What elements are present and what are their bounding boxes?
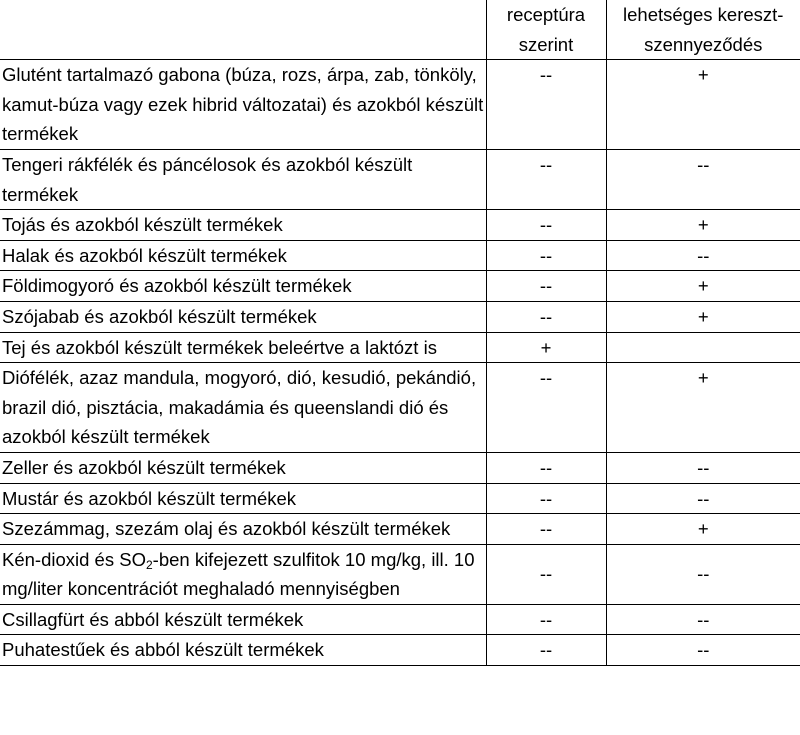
row-recipe: -- [486,60,606,150]
row-cross: -- [606,149,800,209]
row-cross: -- [606,544,800,604]
row-label: Szójabab és azokból készült termékek [0,301,486,332]
table-row [0,210,800,241]
row-label [0,544,486,604]
row-label: Szezámmag, szezám olaj és azokból készült termékek [0,514,486,545]
table-row [0,60,800,150]
row-label: Tengeri rákfélék és páncélosok és azokból készült termékek [0,149,486,209]
row-recipe: -- [486,149,606,209]
row-cross: + [606,363,800,453]
row-label: Csillagfürt és abból készült termékek [0,604,486,635]
row-label: Zeller és azokból készült termékek [0,452,486,483]
table-row [0,604,800,635]
row-recipe: -- [486,604,606,635]
header-cross-line2: szennyeződés [644,33,763,55]
row-label: Puhatestűek és abból készült termékek [0,635,486,666]
row-cross: -- [606,240,800,271]
table-row [0,332,800,363]
row-label: Glutént tartalmazó gabona (búza, rozs, árpa, zab, tönköly, kamut-búza vagy ezek hibrid változatai) és azokból készült termékek [0,60,486,150]
row-cross: -- [606,604,800,635]
row-recipe: -- [486,301,606,332]
header-cross-contamination [606,0,800,60]
row-label-post: -ben kifejezett szulfitok 10 mg/kg, ill. 10 mg/liter koncentrációt meghaladó mennyiségben [2,548,475,600]
header-recipe-line1: receptúra [506,4,586,25]
row-recipe: -- [486,483,606,514]
row-cross: + [606,301,800,332]
row-label: Földimogyoró és azokból készült termékek [0,271,486,302]
row-cross: + [606,210,800,241]
table-row [0,363,800,453]
table-row [0,240,800,271]
row-label: Diófélék, azaz mandula, mogyoró, dió, kesudió, pekándió, brazil dió, pisztácia, makadámia és queenslandi dió és azokból készült termékek [0,363,486,453]
row-recipe: -- [486,210,606,241]
row-label: Mustár és azokból készült termékek [0,483,486,514]
row-label-subscript: 2 [145,557,153,572]
table-row [0,271,800,302]
row-label: Halak és azokból készült termékek [0,240,486,271]
row-recipe: -- [486,240,606,271]
row-recipe: -- [486,514,606,545]
header-recipe-line2: szerint [518,33,574,55]
table-row [0,301,800,332]
row-cross: + [606,514,800,545]
row-recipe: -- [486,635,606,666]
row-recipe: -- [486,544,606,604]
header-recipe [486,0,606,60]
row-cross: -- [606,483,800,514]
table-header-row [0,0,800,60]
header-item [0,0,486,60]
row-label-pre: Kén-dioxid és SO [2,548,146,570]
row-cross: + [606,271,800,302]
row-recipe: -- [486,363,606,453]
row-label: Tej és azokból készült termékek beleértve a laktózt is [0,332,486,363]
row-label: Tojás és azokból készült termékek [0,210,486,241]
table-row [0,514,800,545]
row-cross [606,332,800,363]
table-row [0,452,800,483]
row-recipe: -- [486,271,606,302]
table-row [0,483,800,514]
row-recipe: + [486,332,606,363]
row-cross: -- [606,635,800,666]
row-cross: -- [606,452,800,483]
header-cross-line1: lehetséges kereszt- [623,4,784,25]
table-row [0,544,800,604]
table-row [0,635,800,666]
row-cross: + [606,60,800,150]
table-row [0,149,800,209]
row-recipe: -- [486,452,606,483]
